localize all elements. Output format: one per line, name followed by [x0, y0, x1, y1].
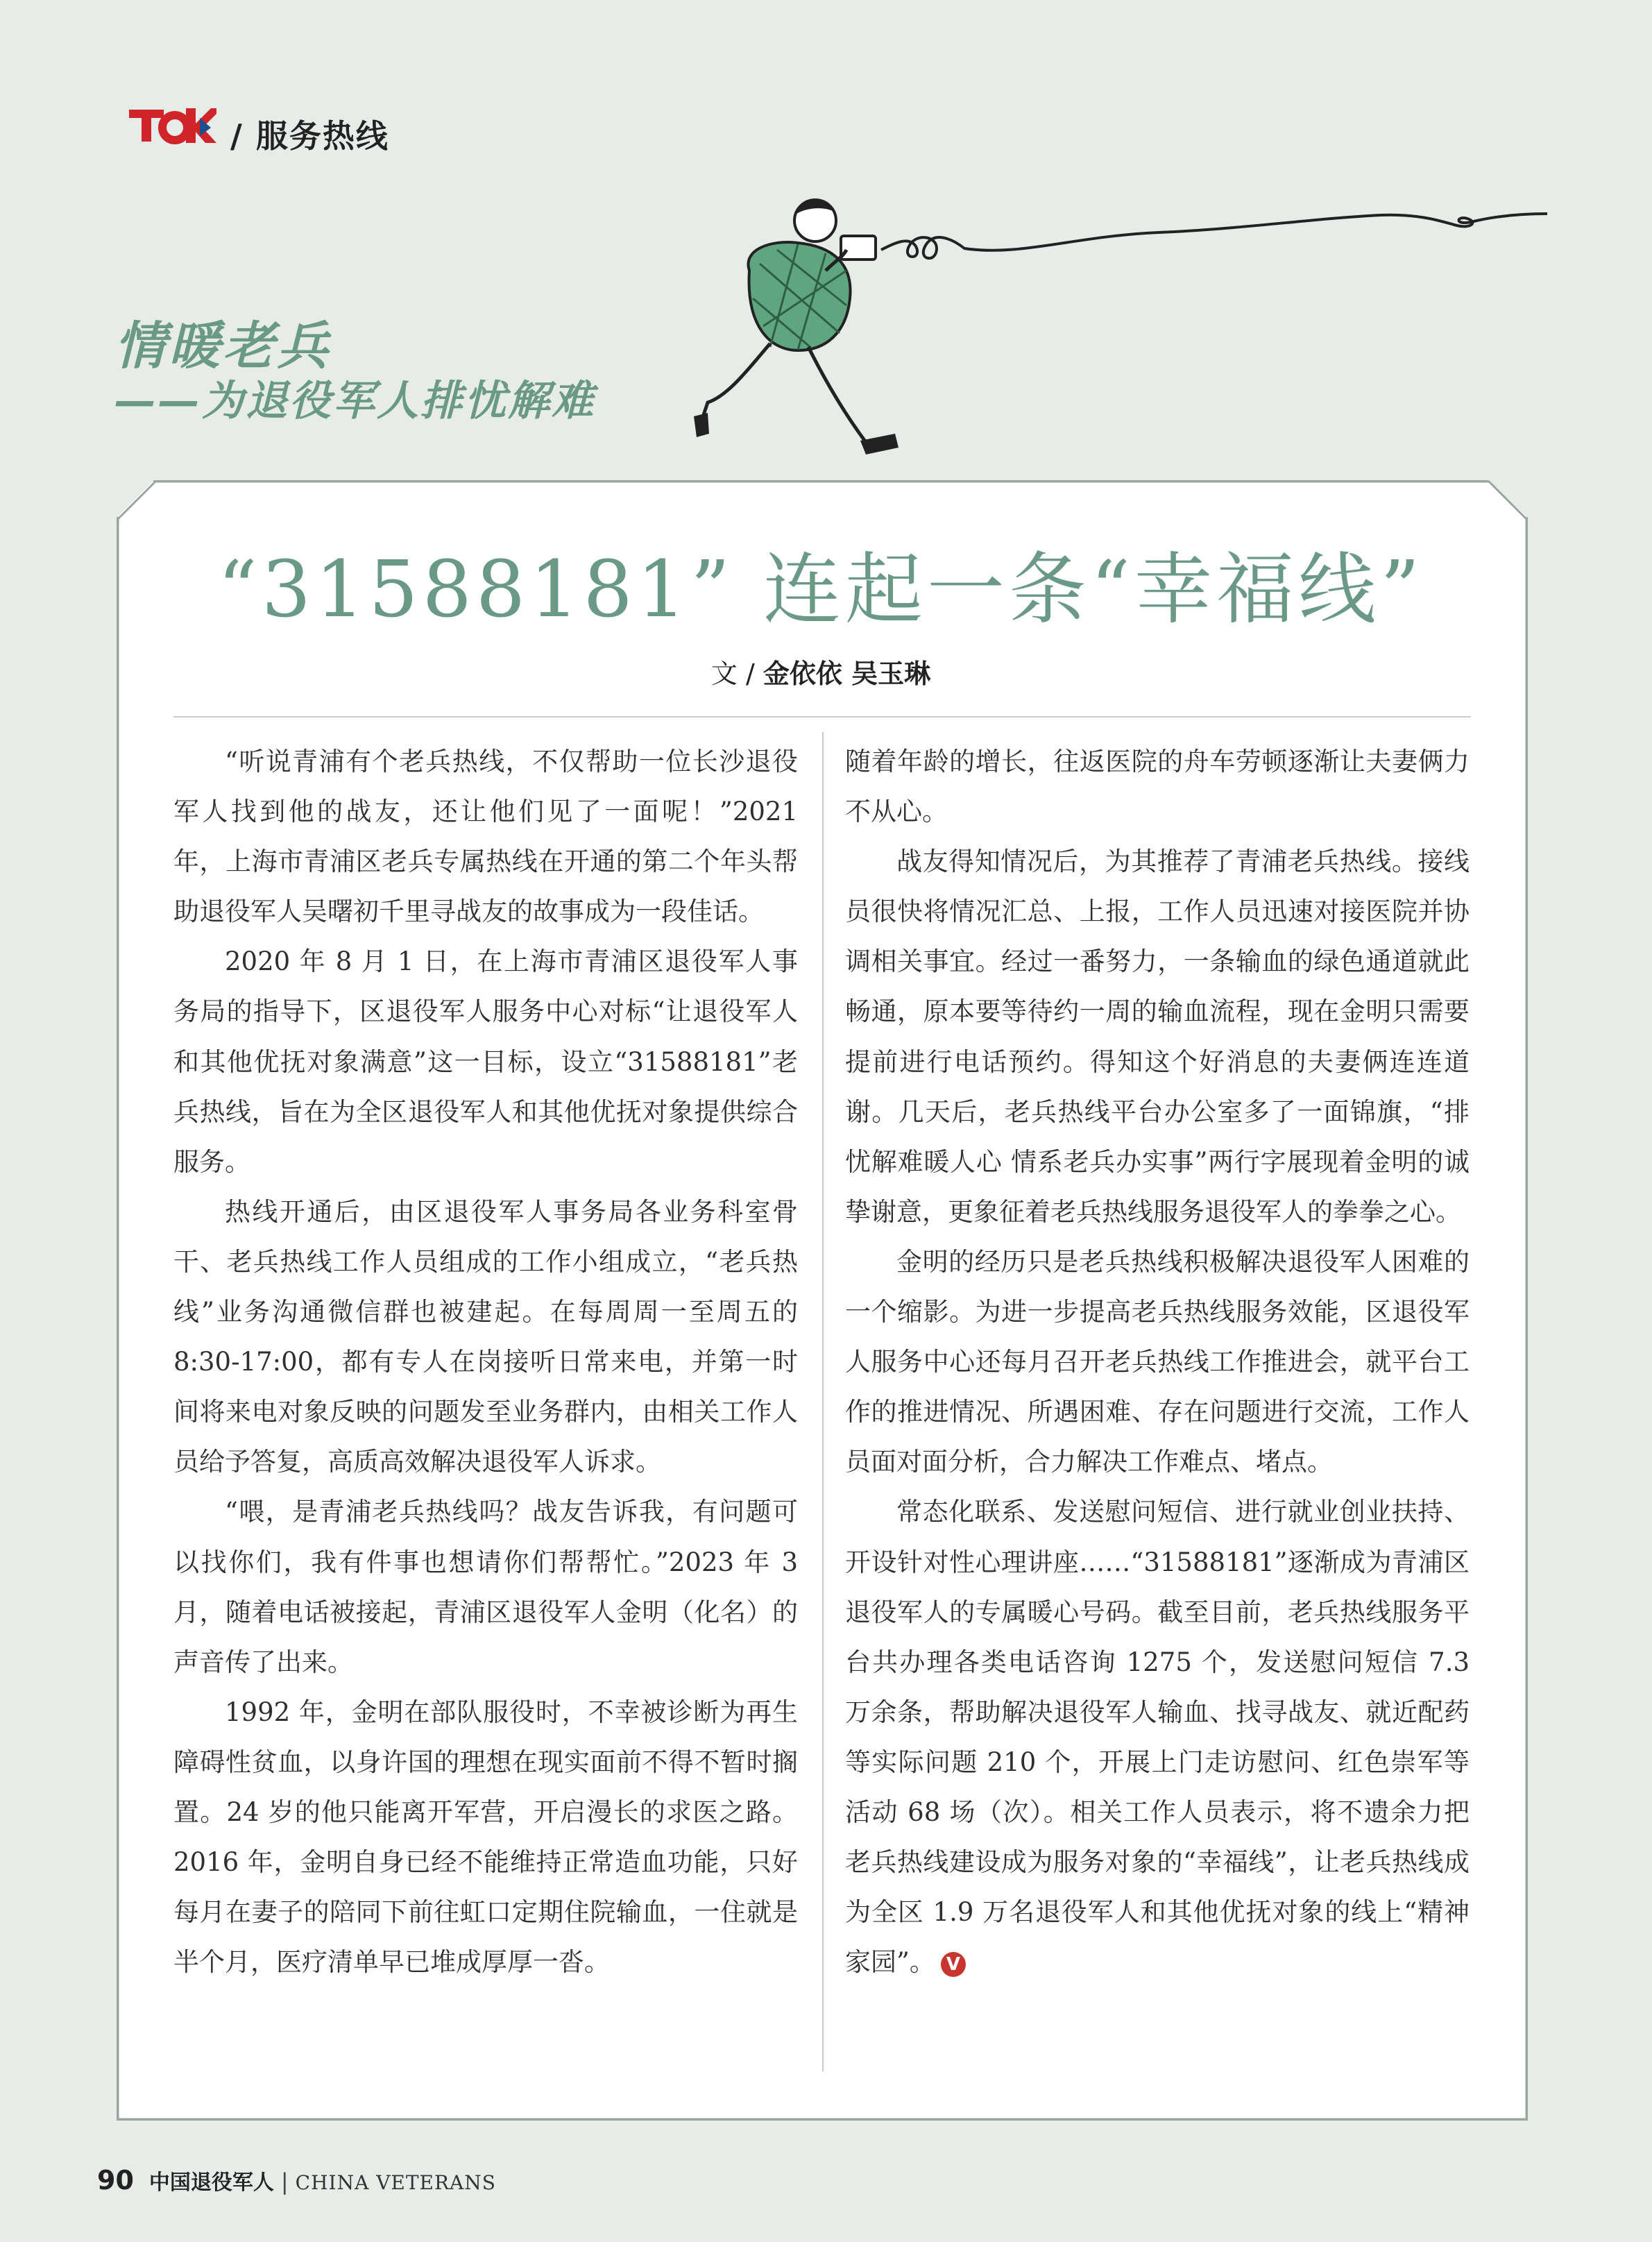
byline-authors: 金依依 吴玉琳 — [763, 659, 931, 689]
page-footer — [97, 2165, 496, 2196]
column-subtitle: ——为退役军人排忧解难 — [114, 377, 595, 425]
paragraph-continuation: 随着年龄的增长，往返医院的舟车劳顿逐渐让夫妻俩力不从心。 — [845, 747, 1470, 827]
page-number: 90 — [97, 2165, 134, 2196]
footer-separator: | — [280, 2168, 289, 2195]
article-byline — [117, 652, 1525, 690]
article-right-column — [845, 737, 1470, 1987]
running-man-phone-illustration — [687, 194, 1547, 493]
magazine-name-en: CHINA VETERANS — [295, 2171, 496, 2194]
paragraph: “听说青浦有个老兵热线，不仅帮助一位长沙退役军人找到他的战友，还让他们见了一面呢！”2021 年，上海市青浦区老兵专属热线在开通的第二个年头帮助退役军人吴曙初千里寻战友的故事成为一段佳话。 — [173, 747, 798, 927]
paragraph: 2020 年 8 月 1 日，在上海市青浦区退役军人事务局的指导下，区退役军人服务中心对标“让退役军人和其他优抚对象满意”这一目标，设立“31588181”老兵热线，旨在为全区退役军人和其他优抚对象提供综合服务。 — [173, 946, 798, 1177]
paragraph: 热线开通后，由区退役军人事务局各业务科室骨干、老兵热线工作人员组成的工作小组成立，“老兵热线”业务沟通微信群也被建起。在每周周一至周五的 8:30-17:00，都有专人在岗接听日常来电，并第一时间将来电对象反映的问题发至业务群内，由相关工作人员给予答复，高质高效解决退役军人诉求。 — [173, 1196, 798, 1477]
headline-divider — [173, 716, 1471, 717]
article-left-column — [173, 737, 798, 1987]
end-mark-icon: V — [941, 1952, 966, 1977]
paragraph: 1992 年，金明在部队服役时，不幸被诊断为再生障碍性贫血，以身许国的理想在现实面前不得不暂时搁置。24 岁的他只能离开军营，开启漫长的求医之路。2016 年，金明自身已经不能维持正常造血功能，只好每月在妻子的陪同下前往虹口定期住院输血，一住就是半个月，医疗清单早已堆成厚厚一沓。 — [173, 1697, 798, 1978]
paragraph: “喂，是青浦老兵热线吗？战友告诉我，有问题可以找你们，我有件事也想请你们帮帮忙。”2023 年 3 月，随着电话被接起，青浦区退役军人金明（化名）的声音传了出来。 — [173, 1497, 798, 1677]
magazine-name: 中国退役军人 — [148, 2171, 274, 2195]
section-label: / 服务热线 — [230, 117, 389, 155]
column-divider — [822, 732, 824, 2071]
byline-prefix: 文 / — [710, 659, 763, 689]
paragraph-text: 常态化联系、发送慰问短信、进行就业创业扶持、开设针对性心理讲座……“31588181”逐渐成为青浦区退役军人的专属暖心号码。截至目前，老兵热线服务平台共办理各类电话咨询 1275 个，发送慰问短信 7.3 万余条，帮助解决退役军人输血、找寻战友、就近配药等实际问题 210 个，开展上门走访慰问、红色崇军等活动 68 场（次）。相关工作人员表示，将不遗余力把老兵热线建设成为服务对象的“幸福线”，让老兵热线成为全区 1.9 万名退役军人和其他优抚对象的线上“精神家园”。 — [845, 1497, 1470, 1978]
veterans-magazine-logo-icon — [126, 103, 216, 147]
paragraph: 金明的经历只是老兵热线积极解决退役军人困难的一个缩影。为进一步提高老兵热线服务效能，区退役军人服务中心还每月召开老兵热线工作推进会，就平台工作的推进情况、所遇困难、存在问题进行交流，工作人员面对面分析，合力解决工作难点、堵点。 — [845, 1246, 1470, 1477]
column-title: 情暖老兵 — [114, 316, 331, 376]
paragraph — [845, 1487, 1470, 1987]
article-headline: “31588181” 连起一条“幸福线” — [217, 545, 1424, 635]
paragraph: 战友得知情况后，为其推荐了青浦老兵热线。接线员很快将情况汇总、上报，工作人员迅速对接医院并协调相关事宜。经过一番努力，一条输血的绿色通道就此畅通，原本要等待约一周的输血流程，现在金明只需要提前进行电话预约。得知这个好消息的夫妻俩连连道谢。几天后，老兵热线平台办公室多了一面锦旗，“排忧解难暖人心 情系老兵办实事”两行字展现着金明的诚挚谢意，更象征着老兵热线服务退役军人的拳拳之心。 — [845, 847, 1470, 1227]
